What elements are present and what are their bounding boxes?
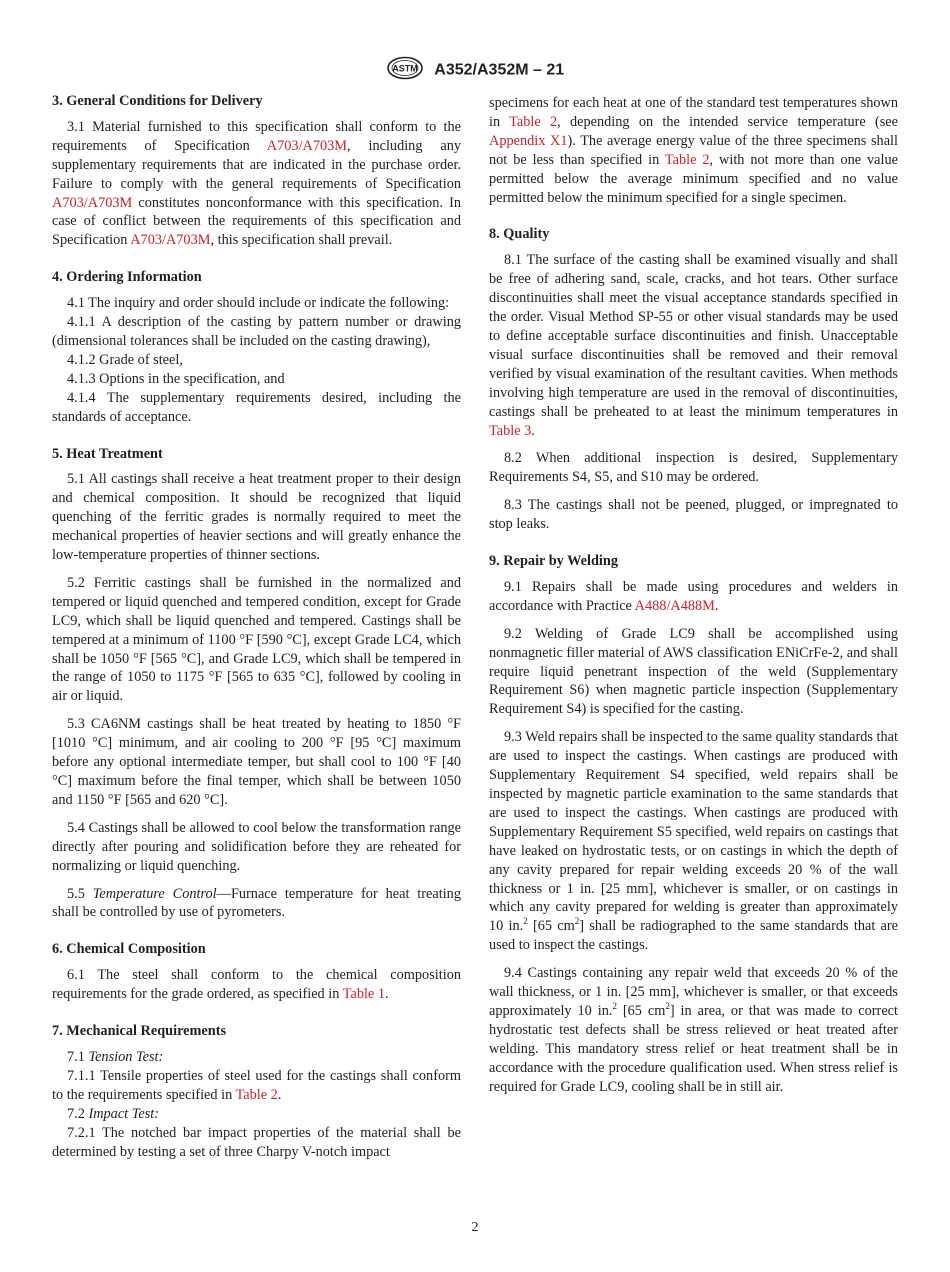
paragraph-5-4: 5.4 Castings shall be allowed to cool below the transformation range directly after pouring and solidification before they are reheated for normalizing or liquid quenching. xyxy=(52,819,461,874)
paragraph-9-3: 9.3 Weld repairs shall be inspected to the same quality standards that are used to inspect the castings. When castings are produced with Supplementary Requirement S4 specified, weld repairs shall be inspected by magnetic particle examination to the same standards that are used to inspect the castings. When castings are produced with Supplementary Requirement S5 specified, weld repairs on castings that have leaked on hydrostatic tests, or on castings in which the depth of any cavity prepared for repair welding exceeds 20 % of the wall thickness or 1 in. [25 mm], whichever is smaller, or on castings in which any cavity prepared for welding is greater than approximately 10 in.$^2$ [65 $cm^2$] shall be radiographed to the same standards that are used to inspect the castings. xyxy=(489,729,898,954)
link-table-2[interactable]: Table 2 xyxy=(509,113,558,130)
paragraph-7-2-1: 7.2.1 The notched bar impact properties of the material shall be determined by testing a set of three Charpy V-notch impact xyxy=(52,1124,461,1160)
paragraph-4-1-3: 4.1.3 Options in the specification, and xyxy=(67,370,285,387)
paragraph-4-1: 4.1 The inquiry and order should include or indicate the following: xyxy=(67,295,450,312)
paragraph-9-1: 9.1 Repairs shall be made using procedures and welders in accordance with Practice A488/A488M. xyxy=(489,578,898,614)
left-column xyxy=(52,92,461,1170)
paragraph-8-2: 8.2 When additional inspection is desired, Supplementary Requirements S4, S5, and S10 may be ordered. xyxy=(489,450,898,486)
section-heading: 9. Repair by Welding xyxy=(489,553,618,570)
page-header xyxy=(0,56,950,85)
section-3 xyxy=(52,92,461,250)
link-table-2[interactable]: Table 2 xyxy=(235,1086,278,1103)
paragraph-9-2: 9.2 Welding of Grade LC9 shall be accomplished using nonmagnetic filler material of AWS classification ENiCrFe-2, and shall require liquid penetrant inspection of the weld (Supplementary Requirement S6) when magnetic particle inspection (Supplementary Requirement S4) is specified for the casting. xyxy=(489,625,898,718)
paragraph-8-1: 8.1 The surface of the casting shall be examined visually and shall be free of adhering sand, scale, cracks, and hot tears. Other surface discontinuities shall meet the visual acceptance standards specified in the order. Visual Method SP-55 or other visual standards may be used to define acceptable surface discontinuities and finish. Unacceptable visual surface discontinuities shall be removed and their removal verified by visual examination of the resultant cavities. When methods involving high temperature are used in the removal of discontinuities, castings shall be preheated to at least the minimum temperatures in Table 3. xyxy=(489,252,898,439)
section-heading: 4. Ordering Information xyxy=(52,269,202,286)
right-column xyxy=(489,94,898,1106)
paragraph-5-1: 5.1 All castings shall receive a heat treatment proper to their design and chemical composition. It should be recognized that liquid quenching of the ferritic grades is normally required to meet the mechanical properties of heavier sections and will greatly enhance the low-temperature properties of thinner sections. xyxy=(52,471,461,564)
paragraph-4-1-4: 4.1.4 The supplementary requirements desired, including the standards of acceptance. xyxy=(52,389,461,425)
section-9 xyxy=(489,552,898,1096)
section-7 xyxy=(52,1022,461,1161)
section-heading: 6. Chemical Composition xyxy=(52,941,206,958)
paragraph-4-1-1: 4.1.1 A description of the casting by pattern number or drawing (dimensional tolerances shall be included on the casting drawing), xyxy=(52,314,461,349)
link-appendix-x1[interactable]: Appendix X1 xyxy=(489,132,568,149)
section-heading: 7. Mechanical Requirements xyxy=(52,1023,227,1040)
link-a703[interactable]: A703/A703M xyxy=(52,194,133,211)
paragraph-5-3: 5.3 CA6NM castings shall be heat treated by heating to 1850 °F [1010 °C] minimum, and air cooling to 200 °F [95 °C] maximum before any optional intermediate temper, but shall cool to 100 °F [40 °C] maximum before the final temper, which shall be between 1050 and 1150 °F [565 and 620 °C]. xyxy=(52,716,461,808)
svg-text:ASTM: ASTM xyxy=(392,63,418,74)
section-heading: 5. Heat Treatment xyxy=(52,445,163,462)
paragraph-5-2: 5.2 Ferritic castings shall be furnished in the normalized and tempered or liquid quenched and tempered condition, except for Grade LC9, which shall be liquid quenched and tempered. Castings shall be tempered at a minimum of 1100 °F [590 °C], except Grade LC4, which shall be 1050 °F [565 °C], and Grade LC9, which shall be tempered in the range of 1050 to 1175 °F [565 to 635 °C], followed by cooling in air or liquid. xyxy=(52,574,461,705)
paragraph-7-2: 7.2 Impact Test: xyxy=(67,1105,160,1122)
link-table-2[interactable]: Table 2 xyxy=(664,151,710,168)
paragraph-8-3: 8.3 The castings shall not be peened, plugged, or impregnated to stop leaks. xyxy=(489,497,898,533)
paragraph-5-5: 5.5 Temperature Control—Furnace temperature for heat treating shall be controlled by use of pyrometers. xyxy=(52,885,461,921)
paragraph-7-1: 7.1 Tension Test: xyxy=(67,1048,164,1065)
link-a703[interactable]: A703/A703M xyxy=(130,232,211,249)
designation: A352/A352M – 21 xyxy=(434,61,565,79)
link-a488[interactable]: A488/A488M xyxy=(634,597,715,614)
page-number: 2 xyxy=(471,1220,479,1235)
paragraph-4-1-2: 4.1.2 Grade of steel, xyxy=(67,351,183,368)
link-table-3[interactable]: Table 3 xyxy=(489,422,532,439)
paragraph-7-2-1-continued: specimens for each heat at one of the standard test temperatures shown in Table 2, depending on the intended service temperature (see Appendix X1). The average energy value of the three specimens shall not be less than specified in Table 2, with not more than one value permitted below the average minimum specified and no value permitted below the minimum specified for a single specimen. xyxy=(489,95,899,206)
section-heading: 8. Quality xyxy=(489,226,550,243)
section-4 xyxy=(52,268,461,426)
section-5 xyxy=(52,445,461,923)
link-table-1[interactable]: Table 1 xyxy=(342,986,386,1003)
astm-logo-icon xyxy=(386,56,424,85)
link-a703[interactable]: A703/A703M xyxy=(266,137,348,154)
section-heading: 3. General Conditions for Delivery xyxy=(52,93,263,109)
paragraph-9-4: 9.4 Castings containing any repair weld that exceeds 20 % of the wall thickness, or 1 in. [25 mm], whichever is smaller, or that exceeds approximately 10 in.$^2$ [65 $cm^2$] in area, or that was made to correct hydrostatic test defects shall be stress relieved or heat treated after welding. This mandatory stress relief or heat treatment shall be in accordance with the procedure qualification used. When stress relief is required for Grade LC9, cooling shall be in still air. xyxy=(489,965,898,1095)
section-6 xyxy=(52,940,461,1004)
paragraph-7-1-1: 7.1.1 Tensile properties of steel used for the castings shall conform to the requirements specified in Table 2. xyxy=(52,1067,461,1103)
paragraph-6-1: 6.1 The steel shall conform to the chemical composition requirements for the grade ordered, as specified in Table 1. xyxy=(52,967,461,1003)
section-8 xyxy=(489,225,898,534)
paragraph-3-1: 3.1 Material furnished to this specification shall conform to the requirements of Specification A703/A703M, including any supplementary requirements that are indicated in the purchase order. Failure to comply with the general requirements of Specification A703/A703M constitutes nonconformance with this specification. In case of conflict between the requirements of this specification and Specification A703/A703M, this specification shall prevail. xyxy=(52,118,461,249)
